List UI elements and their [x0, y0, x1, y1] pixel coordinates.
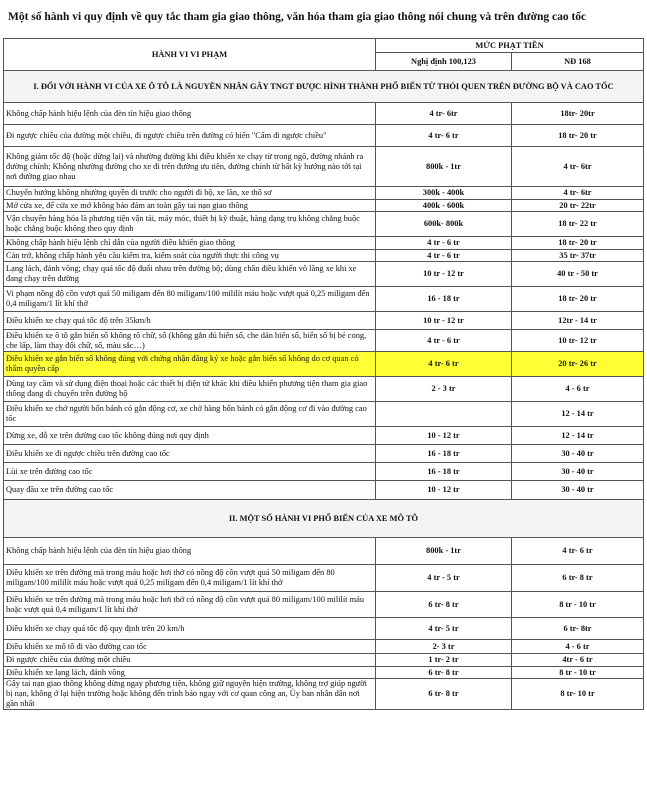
section-header-row	[4, 500, 644, 538]
violation-cell: Điều khiển xe gắn biển số không đúng với chứng nhận đăng ký xe hoặc gắn biển số không do cơ quan có thẩm quyền cấp	[4, 352, 376, 377]
table-row	[4, 667, 644, 679]
violation-cell: Điều khiển xe chạy quá tốc độ quy định trên 20 km/h	[4, 618, 376, 640]
fine-decree-new-cell: 12 - 14 tr	[512, 427, 644, 445]
violation-cell: Gây tai nạn giao thông không dừng ngay phương tiện, không giữ nguyên hiện trường, không trợ giúp người bị nạn, không ở lại hiện trường hoặc không đến trình báo ngay với cơ quan công an, Ủy ban nhân dân nơi gần nhất	[4, 679, 376, 710]
fine-decree-new-cell: 6 tr- 8 tr	[512, 565, 644, 592]
fine-decree-new-cell: 4 - 6 tr	[512, 377, 644, 402]
fine-decree-new-cell: 18 tr- 20 tr	[512, 287, 644, 312]
fine-decree-old-cell: 2 - 3 tr	[376, 377, 512, 402]
section-title: II. MỘT SỐ HÀNH VI PHỔ BIẾN CỦA XE MÔ TÔ	[4, 500, 644, 538]
table-row	[4, 427, 644, 445]
fine-decree-old-cell: 4 tr - 6 tr	[376, 237, 512, 250]
violation-cell: Dừng xe, đỗ xe trên đường cao tốc không đúng nơi quy định	[4, 427, 376, 445]
violation-cell: Không chấp hành hiệu lệnh chỉ dẫn của người điều khiển giao thông	[4, 237, 376, 250]
table-row	[4, 618, 644, 640]
fine-decree-new-cell: 4 tr- 6tr	[512, 187, 644, 200]
fine-decree-new-cell: 10 tr- 12 tr	[512, 330, 644, 352]
fine-decree-new-cell: 20 tr- 26 tr	[512, 352, 644, 377]
fine-decree-old-cell: 16 - 18 tr	[376, 287, 512, 312]
violation-cell: Không giảm tốc độ (hoặc dừng lại) và nhường đường khi điều khiển xe chạy từ trong ngõ, đường nhánh ra đường chính; Không nhường đường cho xe đi trên đường ưu tiên, đường chính từ bất kỳ hướng nào tới tại nơi đường giao nhau	[4, 147, 376, 187]
fine-decree-new-cell: 35 tr- 37tr	[512, 250, 644, 262]
fine-decree-old-cell: 16 - 18 tr	[376, 463, 512, 481]
fine-decree-new-cell: 30 - 40 tr	[512, 463, 644, 481]
fine-decree-old-cell: 10 - 12 tr	[376, 427, 512, 445]
header-decree-new: NĐ 168	[512, 53, 644, 71]
violation-cell: Vận chuyển hàng hóa là phương tiện vận tải, máy móc, thiết bị kỹ thuật, hàng dạng trụ không chằng buộc hoặc chằng buộc không theo quy định	[4, 212, 376, 237]
fine-decree-new-cell: 40 tr - 50 tr	[512, 262, 644, 287]
table-row	[4, 402, 644, 427]
fine-decree-old-cell: 6 tr- 8 tr	[376, 667, 512, 679]
fine-decree-new-cell: 8 tr- 10 tr	[512, 679, 644, 710]
fine-decree-old-cell: 300k - 400k	[376, 187, 512, 200]
violation-cell: Cản trở, không chấp hành yêu cầu kiểm tra, kiểm soát của người thực thi công vụ	[4, 250, 376, 262]
violation-cell: Quay đầu xe trên đường cao tốc	[4, 481, 376, 500]
table-row	[4, 445, 644, 463]
table-row	[4, 287, 644, 312]
violation-cell: Điều khiển xe ô tô gắn biển số không rõ chữ, số (không gắn đủ biển số, che dán biển số, biển số bị bẻ cong, che lấp, làm thay đổi chữ, số, màu sắc…)	[4, 330, 376, 352]
table-row	[4, 212, 644, 237]
violation-cell: Điều khiển xe chở người bốn bánh có gắn động cơ, xe chở hàng bốn bánh có gắn động cơ đi vào đường cao tốc	[4, 402, 376, 427]
fine-decree-old-cell: 4 tr - 6 tr	[376, 250, 512, 262]
section-header-row	[4, 71, 644, 103]
violation-cell: Lùi xe trên đường cao tốc	[4, 463, 376, 481]
fine-decree-new-cell: 20 tr- 22tr	[512, 200, 644, 212]
table-row	[4, 377, 644, 402]
violation-cell: Điều khiển xe lạng lách, đánh võng	[4, 667, 376, 679]
violation-cell: Vi phạm nồng độ cồn vượt quá 50 miligam đến 80 miligam/100 mililít máu hoặc vượt quá 0,25 miligam đến 0,4 miligam/1 lít khí thở	[4, 287, 376, 312]
fine-decree-new-cell: 18 tr- 20 tr	[512, 125, 644, 147]
violation-cell: Dùng tay cầm và sử dụng điện thoại hoặc các thiết bị điện tử khác khi điều khiển phương tiện tham gia giao thông đang di chuyển trên đường bộ	[4, 377, 376, 402]
fine-decree-new-cell: 8 tr - 10 tr	[512, 667, 644, 679]
fine-decree-old-cell: 10 tr - 12 tr	[376, 262, 512, 287]
fine-decree-new-cell: 4tr - 6 tr	[512, 654, 644, 667]
violation-cell: Đi ngược chiều của đường một chiều, đi ngược chiều trên đường có biển "Cấm đi ngược chiều"	[4, 125, 376, 147]
fine-decree-old-cell: 10 - 12 tr	[376, 481, 512, 500]
fine-decree-old-cell: 2- 3 tr	[376, 640, 512, 654]
header-violation: HÀNH VI VI PHẠM	[4, 39, 376, 71]
fine-decree-old-cell: 16 - 18 tr	[376, 445, 512, 463]
violation-cell: Mở cửa xe, để cửa xe mở không bảo đảm an toàn gây tai nạn giao thông	[4, 200, 376, 212]
fine-decree-old-cell: 1 tr- 2 tr	[376, 654, 512, 667]
table-row	[4, 330, 644, 352]
table-row	[4, 250, 644, 262]
violation-cell: Điều khiển xe trên đường mà trong máu hoặc hơi thở có nồng độ cồn vượt quá 80 miligam/100 mililít máu hoặc vượt quá 0,4 miligam/1 lít khí thở	[4, 592, 376, 618]
fine-decree-old-cell: 4 tr - 6 tr	[376, 330, 512, 352]
fine-decree-old-cell: 800k - 1tr	[376, 147, 512, 187]
fine-decree-new-cell: 4 tr- 6 tr	[512, 538, 644, 565]
header-fine-level: MỨC PHẠT TIỀN	[376, 39, 644, 53]
table-row	[4, 481, 644, 500]
fine-decree-new-cell: 18 tr- 20 tr	[512, 237, 644, 250]
fine-decree-new-cell: 4 - 6 tr	[512, 640, 644, 654]
fine-decree-old-cell: 600k- 800k	[376, 212, 512, 237]
fine-decree-old-cell	[376, 402, 512, 427]
table-row	[4, 640, 644, 654]
fine-decree-old-cell: 6 tr- 8 tr	[376, 679, 512, 710]
fine-decree-new-cell: 30 - 40 tr	[512, 445, 644, 463]
fine-decree-old-cell: 4 tr - 5 tr	[376, 565, 512, 592]
fine-decree-old-cell: 800k - 1tr	[376, 538, 512, 565]
table-row	[4, 262, 644, 287]
table-row	[4, 538, 644, 565]
table-row	[4, 592, 644, 618]
table-row	[4, 125, 644, 147]
violation-cell: Điều khiển xe chạy quá tốc độ trên 35km/h	[4, 312, 376, 330]
fine-decree-old-cell: 4 tr- 6tr	[376, 103, 512, 125]
violation-cell: Điều khiển xe mô tô đi vào đường cao tốc	[4, 640, 376, 654]
fine-decree-old-cell: 6 tr- 8 tr	[376, 592, 512, 618]
fines-table	[3, 38, 644, 710]
table-row	[4, 200, 644, 212]
violation-cell: Điều khiển xe đi ngược chiều trên đường cao tốc	[4, 445, 376, 463]
fine-decree-new-cell: 8 tr - 10 tr	[512, 592, 644, 618]
fine-decree-new-cell: 6 tr- 8tr	[512, 618, 644, 640]
fine-decree-new-cell: 12tr - 14 tr	[512, 312, 644, 330]
violation-cell: Điều khiển xe trên đường mà trong máu hoặc hơi thở có nồng độ cồn vượt quá 50 miligam đến 80 miligam/100 mililít máu hoặc vượt quá 0,25 miligam đến 0,4 miligam/1 lít khí thở	[4, 565, 376, 592]
document-title: Một số hành vi quy định về quy tắc tham gia giao thông, văn hóa tham gia giao thông nói chung và trên đường cao tốc	[8, 11, 587, 23]
fine-decree-old-cell: 10 tr - 12 tr	[376, 312, 512, 330]
table-row	[4, 103, 644, 125]
fine-decree-new-cell: 4 tr- 6tr	[512, 147, 644, 187]
fine-decree-new-cell: 30 - 40 tr	[512, 481, 644, 500]
violation-cell: Chuyển hướng không nhường quyền đi trước cho người đi bộ, xe lăn, xe thô sơ	[4, 187, 376, 200]
violation-cell: Đi ngược chiều của đường một chiều	[4, 654, 376, 667]
fine-decree-old-cell: 4 tr- 5 tr	[376, 618, 512, 640]
table-row	[4, 654, 644, 667]
table-row	[4, 237, 644, 250]
fine-decree-new-cell: 18 tr- 22 tr	[512, 212, 644, 237]
violation-cell: Không chấp hành hiệu lệnh của đèn tín hiệu giao thông	[4, 103, 376, 125]
fine-decree-old-cell: 4 tr- 6 tr	[376, 352, 512, 377]
table-row	[4, 565, 644, 592]
table-row	[4, 187, 644, 200]
header-decree-old: Nghị định 100,123	[376, 53, 512, 71]
fine-decree-old-cell: 400k - 600k	[376, 200, 512, 212]
violation-cell: Không chấp hành hiệu lệnh của đèn tín hiệu giao thông	[4, 538, 376, 565]
table-row	[4, 352, 644, 377]
table-row	[4, 463, 644, 481]
fine-decree-new-cell: 12 - 14 tr	[512, 402, 644, 427]
violation-cell: Lạng lách, đánh võng; chạy quá tốc độ đuổi nhau trên đường bộ; dùng chân điều khiển vô lăng xe khi xe đang chạy trên đường	[4, 262, 376, 287]
table-row	[4, 147, 644, 187]
section-title: I. ĐỐI VỚI HÀNH VI CỦA XE Ô TÔ LÀ NGUYÊN NHÂN GÂY TNGT ĐƯỢC HÌNH THÀNH PHỔ BIẾN TỪ THÓI QUEN TRÊN ĐƯỜNG BỘ VÀ CAO TỐC	[4, 71, 644, 103]
table-row	[4, 679, 644, 710]
fine-decree-new-cell: 18tr- 20tr	[512, 103, 644, 125]
table-row	[4, 312, 644, 330]
fine-decree-old-cell: 4 tr- 6 tr	[376, 125, 512, 147]
